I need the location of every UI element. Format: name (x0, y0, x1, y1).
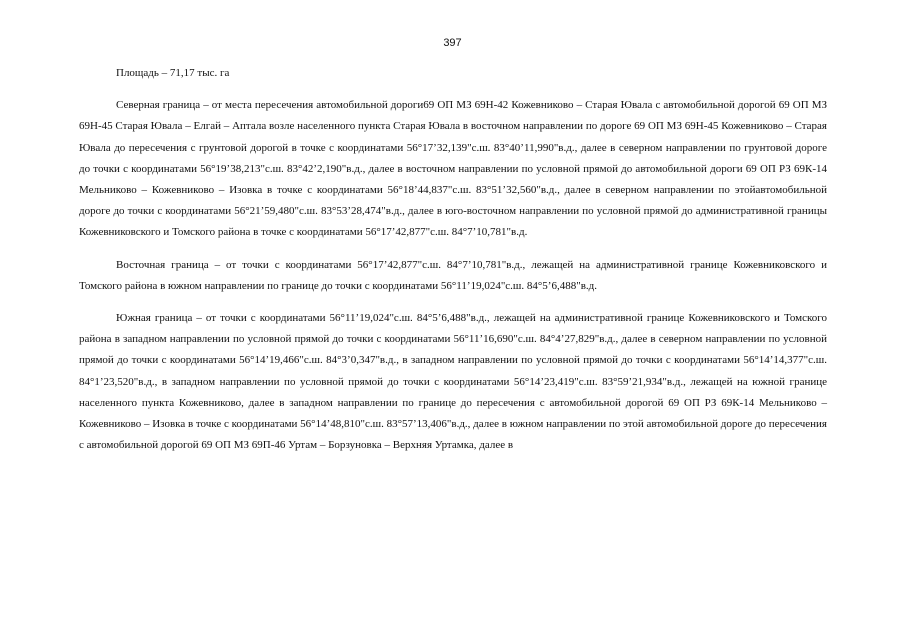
area-paragraph: Площадь – 71,17 тыс. га (116, 67, 230, 79)
east-boundary-paragraph: Восточная граница – от точки с координатами 56°17’42,877"с.ш. 84°7’10,781"в.д., лежащей на административной границе Кожевниковского и Томского района в южном направлении по границе до точки с координатами 56°11’19,024"с.ш. 84°5’6,488"в.д. (79, 258, 827, 292)
document-body (79, 63, 827, 456)
north-boundary-paragraph: Северная граница – от места пересечения автомобильной дороги69 ОП МЗ 69Н-42 Кожевниково – Старая Ювала с автомобильной дорогой 69 ОП МЗ 69Н-45 Старая Ювала – Елгай – Аптала возле населенного пункта Старая Ювала в восточном направлении по дороге 69 ОП МЗ 69Н-45 Кожевниково – Старая Ювала до пересечения с грунтовой дорогой в точке с координатами 56°17’32,139"с.ш. 83°40’11,990"в.д., далее в северном направлении по грунтовой дороге до точки с координатами 56°19’38,213"с.ш. 83°42’2,190"в.д., далее в восточном направлении по условной прямой до автомобильной дороги 69 ОП РЗ 69К-14 Мельниково – Кожевниково – Изовка в точке с координатами 56°18’44,837"с.ш. 83°51’32,560"в.д., далее в северном направлении по этойавтомобильной дороге до точки с координатами 56°21’59,480"с.ш. 83°53’28,474"в.д., далее в юго-восточном направлении по условной прямой до административной границы Кожевниковского и Томского района в точке с координатами 56°17’42,877"с.ш. 84°7’10,781"в.д. (79, 99, 827, 239)
page-number: 397 (443, 37, 462, 49)
south-boundary-paragraph: Южная граница – от точки с координатами 56°11’19,024"с.ш. 84°5’6,488"в.д., лежащей на административной границе Кожевниковского и Томского района в западном направлении по условной прямой до точки с координатами 56°11’16,690"с.ш. 84°4’27,829"в.д., далее в северном направлении по условной прямой до точки с координатами 56°14’19,466"с.ш. 84°3’0,347"в.д., в западном направлении по условной прямой до точки с координатами 56°14’14,377"с.ш. 84°1’23,520"в.д., в западном направлении по условной прямой до точки с координатами 56°14’23,419"с.ш. 83°59’21,934"в.д., лежащей на южной границе населенного пункта Кожевниково, далее в западном направлении по границе до пересечения с автомобильной дорогой 69 ОП РЗ 69К-14 Мельниково – Кожевниково – Изовка в точке с координатами 56°14’48,810"с.ш. 83°57’13,406"в.д., далее в южном направлении по этой автомобильной дороге до пересечения с автомобильной дорогой 69 ОП МЗ 69П-46 Уртам – Борзуновка – Верхняя Уртамка, далее в (79, 312, 827, 452)
